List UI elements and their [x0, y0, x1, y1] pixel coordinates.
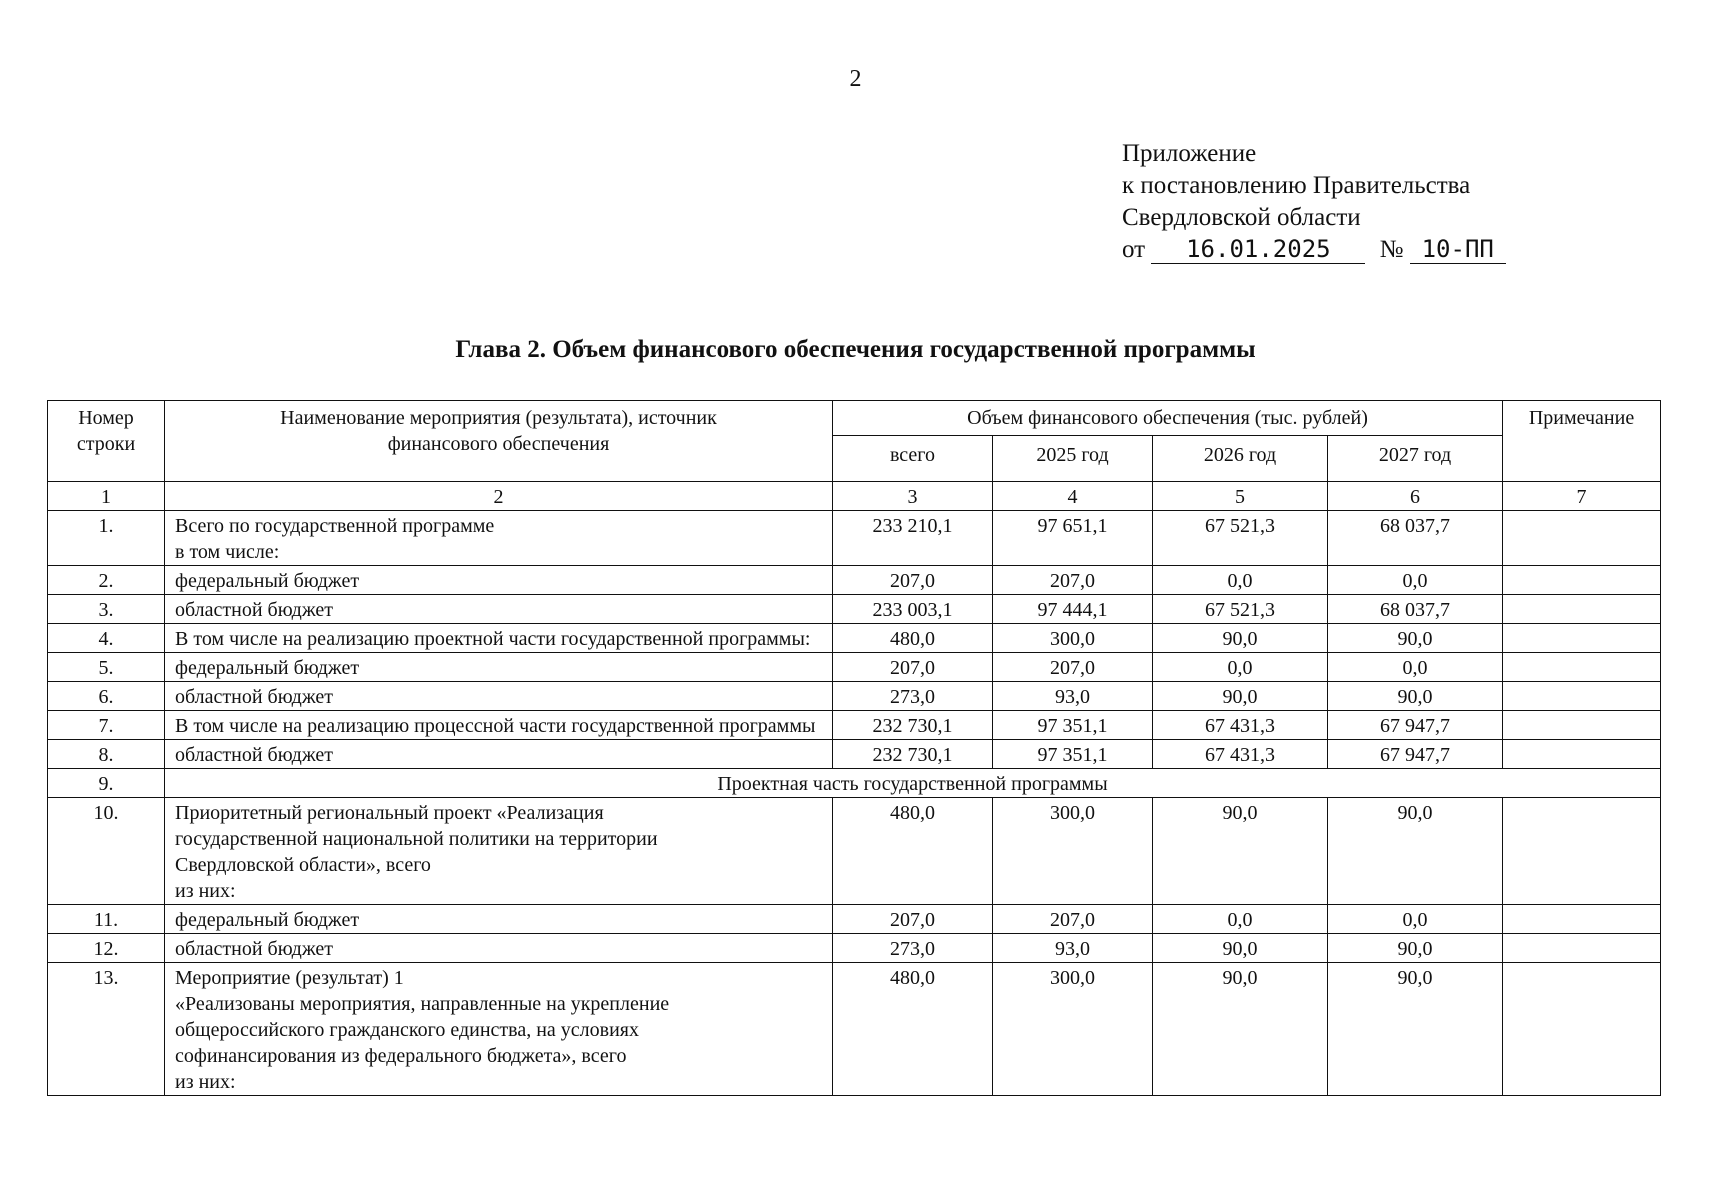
section-title-cell: Проектная часть государственной программы — [165, 769, 1661, 798]
row-number-cell: 3. — [48, 595, 165, 624]
row-number-cell: 12. — [48, 934, 165, 963]
note-cell — [1503, 711, 1661, 740]
year-2025-cell: 207,0 — [993, 905, 1153, 934]
year-2026-cell: 0,0 — [1153, 905, 1328, 934]
column-number: 7 — [1503, 482, 1661, 511]
table-row — [48, 624, 1661, 653]
table-row — [48, 595, 1661, 624]
note-cell — [1503, 511, 1661, 566]
total-cell: 232 730,1 — [833, 740, 993, 769]
year-2025-cell: 207,0 — [993, 566, 1153, 595]
date-prefix: от — [1122, 236, 1146, 263]
total-cell: 273,0 — [833, 934, 993, 963]
year-2027-cell: 90,0 — [1328, 624, 1503, 653]
appendix-block — [1122, 138, 1506, 266]
table-row — [48, 905, 1661, 934]
year-2027-cell: 90,0 — [1328, 798, 1503, 905]
row-number-cell: 7. — [48, 711, 165, 740]
year-2027-cell: 0,0 — [1328, 653, 1503, 682]
header-2025: 2025 год — [993, 436, 1153, 482]
column-number: 4 — [993, 482, 1153, 511]
total-cell: 480,0 — [833, 963, 993, 1096]
year-2027-cell: 67 947,7 — [1328, 740, 1503, 769]
table-row — [48, 963, 1661, 1096]
column-number: 1 — [48, 482, 165, 511]
section-row — [48, 769, 1661, 798]
row-name-cell: областной бюджет — [165, 740, 833, 769]
year-2027-cell: 90,0 — [1328, 934, 1503, 963]
decree-number: 10-ПП — [1410, 235, 1506, 264]
total-cell: 233 210,1 — [833, 511, 993, 566]
row-number-cell: 9. — [48, 769, 165, 798]
row-number-cell: 4. — [48, 624, 165, 653]
note-cell — [1503, 740, 1661, 769]
year-2025-cell: 300,0 — [993, 624, 1153, 653]
note-cell — [1503, 682, 1661, 711]
year-2025-cell: 97 351,1 — [993, 711, 1153, 740]
year-2025-cell: 97 651,1 — [993, 511, 1153, 566]
header-row-1 — [48, 401, 1661, 436]
appendix-date-line — [1122, 234, 1506, 266]
total-cell: 207,0 — [833, 905, 993, 934]
total-cell: 273,0 — [833, 682, 993, 711]
year-2025-cell: 93,0 — [993, 934, 1153, 963]
year-2026-cell: 90,0 — [1153, 624, 1328, 653]
year-2025-cell: 207,0 — [993, 653, 1153, 682]
year-2026-cell: 67 431,3 — [1153, 711, 1328, 740]
note-cell — [1503, 653, 1661, 682]
year-2025-cell: 93,0 — [993, 682, 1153, 711]
header-row-number: Номер строки — [48, 401, 165, 482]
appendix-line-3: Свердловской области — [1122, 204, 1361, 231]
row-name-cell: В том числе на реализацию проектной части государственной программы: — [165, 624, 833, 653]
table-row — [48, 934, 1661, 963]
year-2027-cell: 67 947,7 — [1328, 711, 1503, 740]
note-cell — [1503, 798, 1661, 905]
chapter-title: Глава 2. Объем финансового обеспечения государственной программы — [455, 336, 1256, 363]
header-name: Наименование мероприятия (результата), источник финансового обеспечения — [165, 401, 833, 482]
year-2026-cell: 67 521,3 — [1153, 511, 1328, 566]
number-prefix: № — [1379, 236, 1404, 263]
column-number: 2 — [165, 482, 833, 511]
decree-date: 16.01.2025 — [1151, 235, 1365, 264]
row-number-cell: 6. — [48, 682, 165, 711]
row-name-cell: федеральный бюджет — [165, 566, 833, 595]
year-2025-cell: 300,0 — [993, 798, 1153, 905]
year-2026-cell: 0,0 — [1153, 566, 1328, 595]
table-row — [48, 711, 1661, 740]
year-2027-cell: 0,0 — [1328, 566, 1503, 595]
year-2026-cell: 0,0 — [1153, 653, 1328, 682]
row-number-cell: 1. — [48, 511, 165, 566]
year-2027-cell: 90,0 — [1328, 963, 1503, 1096]
page-number: 2 — [849, 66, 862, 92]
row-number-cell: 10. — [48, 798, 165, 905]
row-number-cell: 5. — [48, 653, 165, 682]
header-2026: 2026 год — [1153, 436, 1328, 482]
column-number: 6 — [1328, 482, 1503, 511]
total-cell: 232 730,1 — [833, 711, 993, 740]
note-cell — [1503, 624, 1661, 653]
row-name-cell: В том числе на реализацию процессной части государственной программы — [165, 711, 833, 740]
total-cell: 233 003,1 — [833, 595, 993, 624]
table-row — [48, 798, 1661, 905]
year-2027-cell: 68 037,7 — [1328, 595, 1503, 624]
year-2027-cell: 90,0 — [1328, 682, 1503, 711]
year-2026-cell: 90,0 — [1153, 798, 1328, 905]
year-2026-cell: 67 431,3 — [1153, 740, 1328, 769]
appendix-line-2: к постановлению Правительства — [1122, 172, 1471, 199]
row-name-cell: областной бюджет — [165, 934, 833, 963]
header-2027: 2027 год — [1328, 436, 1503, 482]
note-cell — [1503, 963, 1661, 1096]
year-2027-cell: 68 037,7 — [1328, 511, 1503, 566]
year-2026-cell: 67 521,3 — [1153, 595, 1328, 624]
year-2027-cell: 0,0 — [1328, 905, 1503, 934]
row-name-cell: федеральный бюджет — [165, 905, 833, 934]
year-2025-cell: 97 351,1 — [993, 740, 1153, 769]
row-name-cell: Приоритетный региональный проект «Реализация государственной национальной политики на территории Свердловской области», всего из них: — [165, 798, 833, 905]
financing-table — [47, 400, 1661, 1096]
row-name-cell: федеральный бюджет — [165, 653, 833, 682]
row-name-cell: Мероприятие (результат) 1 «Реализованы мероприятия, направленные на укрепление общероссийского гражданского единства, на условиях софинансирования из федерального бюджета», всего из них: — [165, 963, 833, 1096]
total-cell: 480,0 — [833, 624, 993, 653]
header-volume: Объем финансового обеспечения (тыс. рублей) — [833, 401, 1503, 436]
row-name-cell: областной бюджет — [165, 682, 833, 711]
header-note: Примечание — [1503, 401, 1661, 482]
appendix-line-1: Приложение — [1122, 140, 1257, 167]
row-number-cell: 8. — [48, 740, 165, 769]
financing-table-body — [48, 401, 1661, 1096]
total-cell: 207,0 — [833, 653, 993, 682]
year-2025-cell: 97 444,1 — [993, 595, 1153, 624]
table-row — [48, 653, 1661, 682]
column-number: 3 — [833, 482, 993, 511]
year-2026-cell: 90,0 — [1153, 682, 1328, 711]
note-cell — [1503, 905, 1661, 934]
table-row — [48, 566, 1661, 595]
table-row — [48, 511, 1661, 566]
year-2026-cell: 90,0 — [1153, 934, 1328, 963]
year-2026-cell: 90,0 — [1153, 963, 1328, 1096]
row-number-cell: 11. — [48, 905, 165, 934]
table-row — [48, 740, 1661, 769]
row-name-cell: Всего по государственной программе в том числе: — [165, 511, 833, 566]
year-2025-cell: 300,0 — [993, 963, 1153, 1096]
row-number-cell: 13. — [48, 963, 165, 1096]
header-total: всего — [833, 436, 993, 482]
table-row — [48, 682, 1661, 711]
row-name-cell: областной бюджет — [165, 595, 833, 624]
note-cell — [1503, 566, 1661, 595]
note-cell — [1503, 595, 1661, 624]
row-number-cell: 2. — [48, 566, 165, 595]
total-cell: 207,0 — [833, 566, 993, 595]
total-cell: 480,0 — [833, 798, 993, 905]
note-cell — [1503, 934, 1661, 963]
column-number: 5 — [1153, 482, 1328, 511]
column-number-row — [48, 482, 1661, 511]
